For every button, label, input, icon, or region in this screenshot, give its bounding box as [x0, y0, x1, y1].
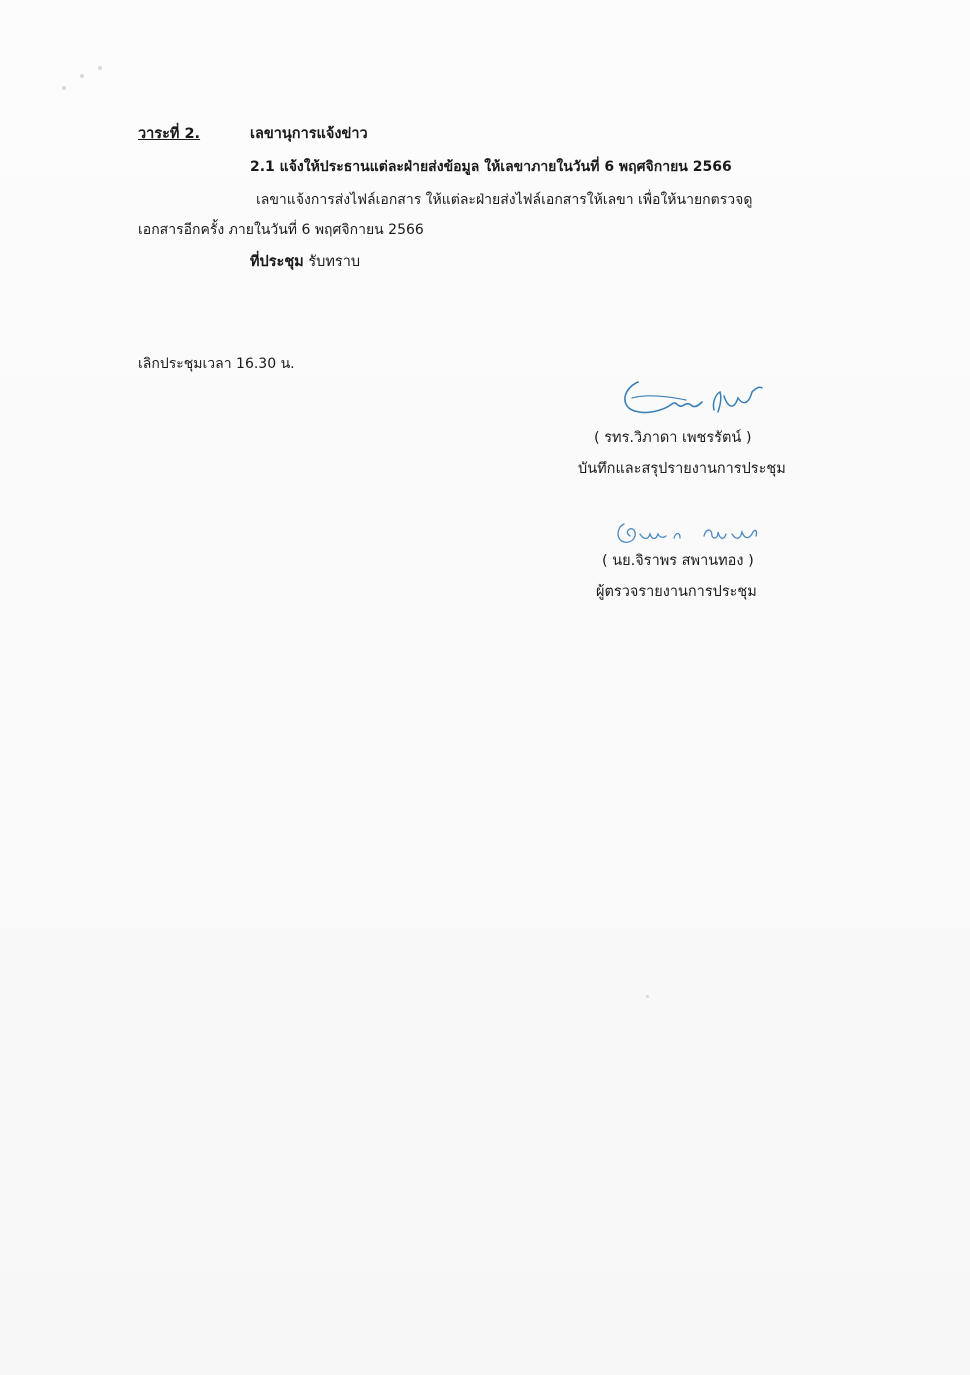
signature-1-role: บันทึกและสรุปรายงานการประชุม	[578, 461, 786, 477]
scan-speck	[62, 86, 66, 90]
signature-2-handwriting	[612, 518, 772, 552]
adjourn-text: เลิกประชุมเวลา 16.30 น.	[138, 356, 295, 372]
agenda-item-label: วาระที่ 2.	[138, 126, 201, 142]
agenda-sub-heading: 2.1 แจ้งให้ประธานแต่ละฝ่ายส่งข้อมูล ให้เลขาภายในวันที่ 6 พฤศจิกายน 2566	[250, 159, 732, 175]
agenda-resolution	[250, 252, 360, 272]
resolution-label: ที่ประชุม	[250, 254, 304, 270]
resolution-text: รับทราบ	[308, 254, 361, 270]
scan-speck	[98, 66, 102, 70]
agenda-body-line-1: เลขาแจ้งการส่งไฟล์เอกสาร ให้แต่ละฝ่ายส่งไฟล์เอกสารให้เลขา เพื่อให้นายกตรวจดู	[256, 192, 753, 208]
signature-1-name: ( รทร.วิภาดา เพชรรัตน์ )	[594, 430, 752, 446]
agenda-item-title: เลขานุการแจ้งข่าว	[250, 126, 368, 142]
scan-speck	[80, 74, 84, 78]
scan-speck	[646, 995, 649, 998]
signature-2-name: ( นย.จิราพร สพานทอง )	[602, 553, 754, 569]
signature-1-handwriting	[616, 374, 766, 424]
signature-2-role: ผู้ตรวจรายงานการประชุม	[596, 584, 757, 600]
agenda-body-line-2: เอกสารอีกครั้ง ภายในวันที่ 6 พฤศจิกายน 2566	[138, 222, 424, 238]
